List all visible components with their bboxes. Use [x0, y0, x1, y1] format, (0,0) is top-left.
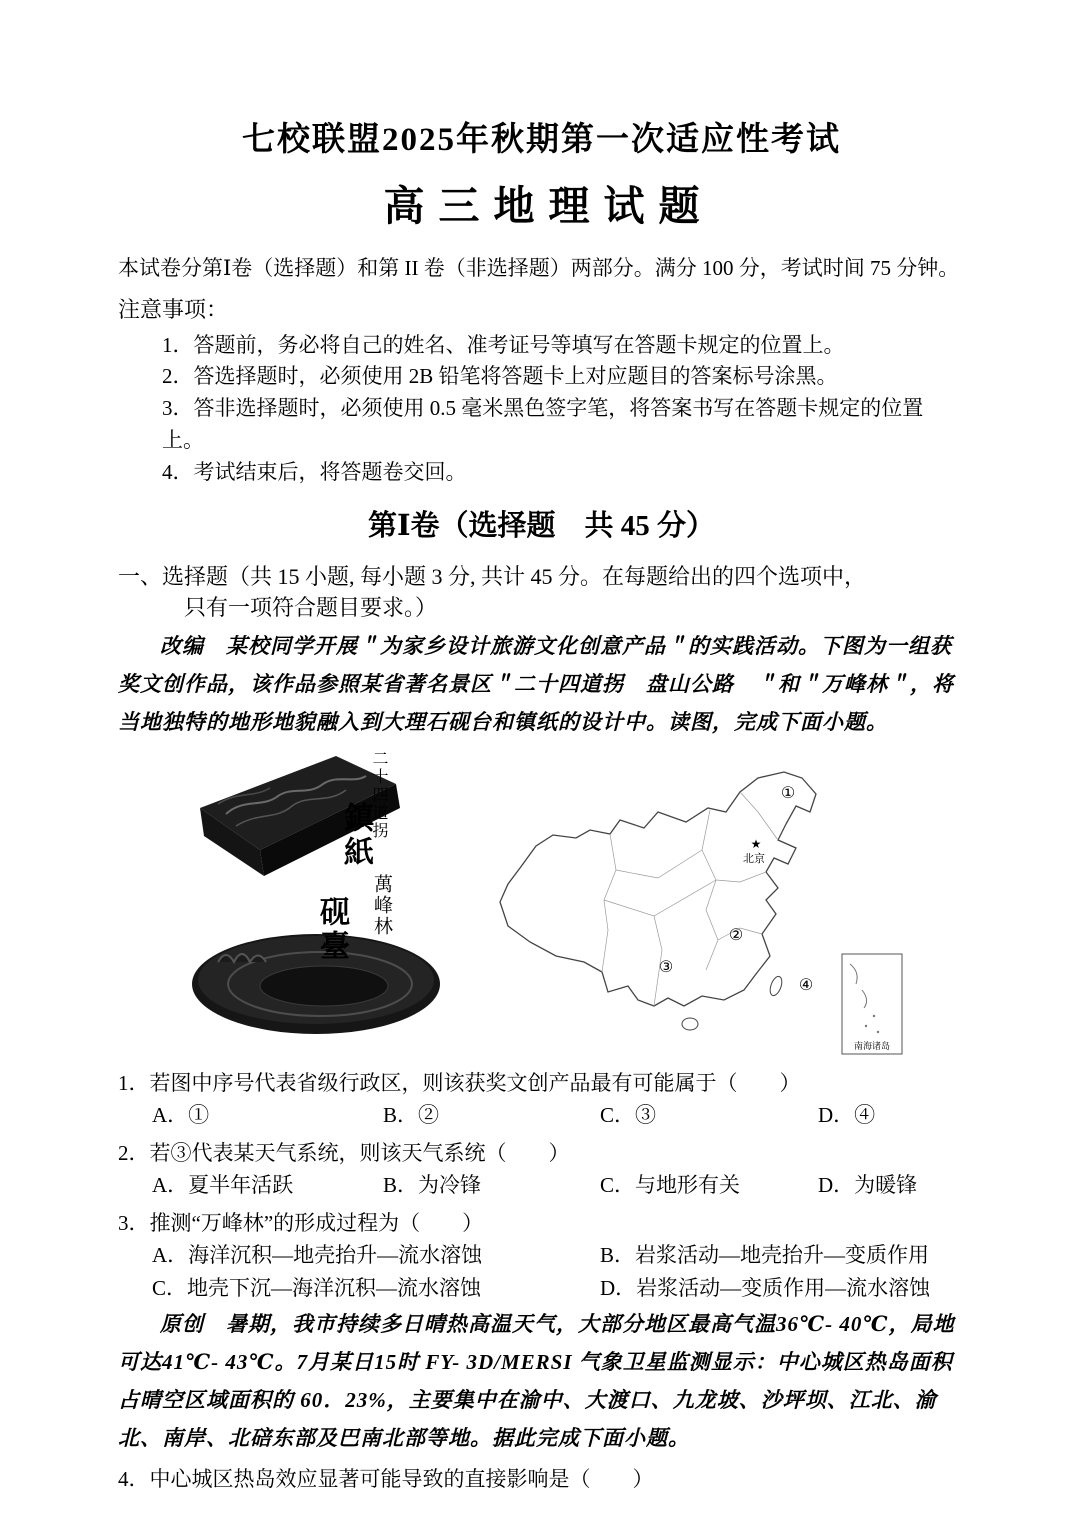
map-marker-4: ④ — [798, 976, 814, 994]
option-2d: D．为暖锋 — [818, 1173, 918, 1198]
question-2-text: 2．若③代表某天气系统，则该天气系统（ ） — [118, 1140, 570, 1165]
question-4-text: 4．中心城区热岛效应显著可能导致的直接影响是（ ） — [118, 1466, 654, 1491]
option-2b: B．为冷锋 — [383, 1173, 482, 1198]
option-1c: C．③ — [600, 1103, 657, 1128]
passage-1: 改编 某校同学开展＂为家乡设计旅游文化创意产品＂的实践活动。下图为一组获奖文创作品，该作品参照某省著名景区＂二十四道拐 盘山公路 ＂和＂万峰林＂，将当地独特的地形地貌融入到大理石砚台和镇纸的设计中。读图，完成下面小题。 — [118, 634, 954, 734]
option-3c: C．地壳下沉—海洋沉积—流水溶蚀 — [152, 1275, 482, 1300]
china-map — [458, 750, 908, 1060]
option-1d: D．④ — [818, 1103, 876, 1128]
question-2 — [118, 1138, 965, 1202]
mcq-instructions-line2: 只有一项符合题目要求。） — [184, 595, 438, 621]
question-3-options — [118, 1239, 965, 1304]
option-3d: D．岩浆活动—变质作用—流水溶蚀 — [600, 1275, 931, 1300]
artifact-photo — [188, 746, 458, 1046]
beijing-star-icon: ★ — [750, 836, 762, 851]
mcq-instructions-line1: 一、选择题（共 15 小题, 每小题 3 分, 共计 45 分。在每题给出的四个选项中， — [118, 563, 867, 589]
notes-heading: 注意事项： — [118, 296, 229, 322]
label-paperweight: 鎮紙 — [339, 801, 372, 870]
question-figure — [118, 746, 965, 1058]
question-1 — [118, 1068, 965, 1132]
option-3b: B．岩浆活动—地壳抬升—变质作用 — [600, 1243, 930, 1268]
note-item-4: 4．考试结束后，将答题卷交回。 — [162, 460, 467, 485]
map-marker-3: ③ — [658, 958, 674, 976]
label-wanfenglin: 萬峰林 — [371, 873, 392, 937]
question-4 — [118, 1464, 965, 1496]
exam-intro: 本试卷分第Ⅰ卷（选择题）和第 II 卷（非选择题）两部分。满分 100 分，考试时间 75 分钟。 — [118, 256, 960, 280]
option-2a: A．夏半年活跃 — [152, 1173, 294, 1198]
label-twentyfour-turns: 二十四道拐 — [370, 749, 387, 840]
inset-label: 南海诸岛 — [853, 1040, 891, 1051]
question-3 — [118, 1208, 965, 1305]
map-marker-1: ① — [780, 784, 796, 802]
question-1-text: 1．若图中序号代表省级行政区，则该获奖文创产品最有可能属于（ ） — [118, 1070, 801, 1095]
passage-2: 原创 暑期，我市持续多日晴热高温天气，大部分地区最高气温36℃- 40℃，局地可达41℃- 43℃。7月某日15时 FY- 3D/MERSI 气象卫星监测显示：中心城区热岛面积占晴空区域面积的 60．23%，主要集中在渝中、大渡口、九龙坡、沙坪坝、江北、渝北、南岸、北碚东部及巴南北部等地。据此完成下面小题。 — [118, 1312, 955, 1450]
option-2c: C．与地形有关 — [600, 1173, 741, 1198]
section-1-heading: 第Ⅰ卷（选择题 共 45 分） — [367, 510, 716, 543]
question-2-options — [118, 1169, 965, 1202]
map-marker-2: ② — [728, 926, 744, 944]
option-1b: B．② — [383, 1103, 440, 1128]
option-3a: A．海洋沉积—地壳抬升—流水溶蚀 — [152, 1243, 483, 1268]
note-item-1: 1．答题前，务必将自己的姓名、准考证号等填写在答题卡规定的位置上。 — [162, 332, 845, 357]
beijing-label: 北京 — [743, 852, 765, 865]
question-3-text: 3．推测“万峰林”的形成过程为（ ） — [118, 1210, 484, 1235]
exam-subtitle: 高三地理试题 — [383, 182, 714, 229]
china-map-image — [458, 750, 908, 1060]
label-inkstone: 砚臺 — [315, 895, 348, 964]
note-item-2: 2．答选择题时，必须使用 2B 铅笔将答题卡上对应题目的答案标号涂黑。 — [162, 364, 838, 389]
question-1-options — [118, 1099, 965, 1132]
exam-title: 七校联盟2025年秋期第一次适应性考试 — [242, 122, 841, 158]
note-item-3: 3．答非选择题时，必须使用 0.5 毫米黑色签字笔，将答案书写在答题卡规定的位置上。 — [162, 396, 924, 453]
option-1a: A．① — [152, 1103, 210, 1128]
mcq-instructions — [118, 561, 965, 625]
